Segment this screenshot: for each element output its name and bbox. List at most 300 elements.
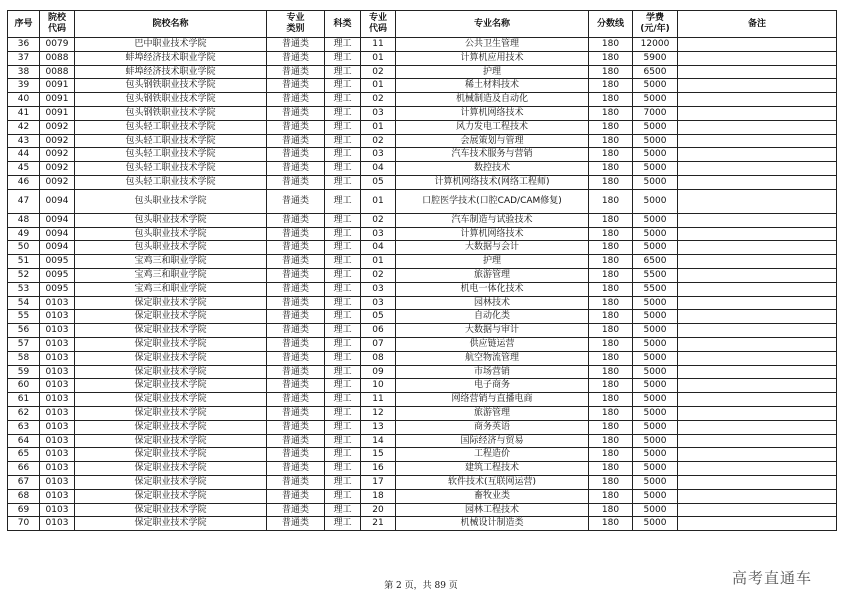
cell-major-category: 普通类 <box>267 134 325 148</box>
cell-school-code: 0103 <box>40 393 75 407</box>
cell-tuition: 5500 <box>633 268 678 282</box>
cell-major-code: 03 <box>361 106 396 120</box>
header-school-code: 院校 代码 <box>40 11 75 38</box>
cell-major-category: 普通类 <box>267 489 325 503</box>
cell-major-code: 11 <box>361 38 396 52</box>
header-school-name: 院校名称 <box>75 11 267 38</box>
cell-major-category: 普通类 <box>267 434 325 448</box>
cell-school-name: 保定职业技术学院 <box>75 351 267 365</box>
cell-school-name: 巴中职业技术学院 <box>75 38 267 52</box>
cell-major-code: 11 <box>361 393 396 407</box>
cell-index: 53 <box>8 282 40 296</box>
cell-major-name: 机械设计制造类 <box>396 517 589 531</box>
table-header-row <box>8 11 837 38</box>
cell-score-line: 180 <box>589 148 633 162</box>
cell-subject: 理工 <box>325 38 361 52</box>
table-row <box>8 241 837 255</box>
cell-school-name: 保定职业技术学院 <box>75 379 267 393</box>
cell-major-name: 园林技术 <box>396 296 589 310</box>
cell-tuition: 5000 <box>633 420 678 434</box>
cell-major-category: 普通类 <box>267 162 325 176</box>
cell-score-line: 180 <box>589 282 633 296</box>
cell-major-category: 普通类 <box>267 268 325 282</box>
cell-major-name: 电子商务 <box>396 379 589 393</box>
table-row <box>8 351 837 365</box>
cell-index: 37 <box>8 51 40 65</box>
table-row <box>8 51 837 65</box>
cell-tuition: 5900 <box>633 51 678 65</box>
cell-remarks <box>678 517 837 531</box>
cell-score-line: 180 <box>589 351 633 365</box>
table-row <box>8 93 837 107</box>
cell-tuition: 5000 <box>633 503 678 517</box>
cell-remarks <box>678 120 837 134</box>
cell-major-name: 工程造价 <box>396 448 589 462</box>
cell-remarks <box>678 420 837 434</box>
cell-score-line: 180 <box>589 38 633 52</box>
header-major-name: 专业名称 <box>396 11 589 38</box>
cell-score-line: 180 <box>589 268 633 282</box>
table-row <box>8 420 837 434</box>
cell-school-name: 包头职业技术学院 <box>75 241 267 255</box>
cell-remarks <box>678 324 837 338</box>
cell-school-code: 0094 <box>40 227 75 241</box>
cell-major-category: 普通类 <box>267 310 325 324</box>
cell-tuition: 6500 <box>633 65 678 79</box>
cell-tuition: 5000 <box>633 351 678 365</box>
cell-major-name: 计算机应用技术 <box>396 51 589 65</box>
cell-major-category: 普通类 <box>267 448 325 462</box>
cell-index: 47 <box>8 189 40 213</box>
cell-remarks <box>678 213 837 227</box>
admission-table <box>7 10 837 531</box>
cell-major-category: 普通类 <box>267 189 325 213</box>
cell-school-code: 0103 <box>40 517 75 531</box>
cell-school-name: 包头职业技术学院 <box>75 189 267 213</box>
cell-school-name: 包头职业技术学院 <box>75 213 267 227</box>
cell-index: 38 <box>8 65 40 79</box>
cell-major-category: 普通类 <box>267 379 325 393</box>
cell-major-code: 04 <box>361 241 396 255</box>
cell-subject: 理工 <box>325 106 361 120</box>
cell-tuition: 5000 <box>633 434 678 448</box>
cell-score-line: 180 <box>589 393 633 407</box>
cell-index: 43 <box>8 134 40 148</box>
cell-index: 39 <box>8 79 40 93</box>
cell-subject: 理工 <box>325 517 361 531</box>
cell-school-name: 包头轻工职业技术学院 <box>75 175 267 189</box>
cell-major-name: 建筑工程技术 <box>396 462 589 476</box>
table-row <box>8 175 837 189</box>
cell-tuition: 5000 <box>633 162 678 176</box>
cell-major-name: 汽车技术服务与营销 <box>396 148 589 162</box>
table-row <box>8 106 837 120</box>
table-row <box>8 448 837 462</box>
cell-major-code: 17 <box>361 475 396 489</box>
cell-subject: 理工 <box>325 379 361 393</box>
cell-major-code: 02 <box>361 65 396 79</box>
cell-remarks <box>678 448 837 462</box>
table-row <box>8 134 837 148</box>
cell-remarks <box>678 175 837 189</box>
cell-major-name: 护理 <box>396 65 589 79</box>
table-row <box>8 324 837 338</box>
cell-school-name: 宝鸡三和职业学院 <box>75 268 267 282</box>
cell-index: 42 <box>8 120 40 134</box>
cell-remarks <box>678 475 837 489</box>
cell-subject: 理工 <box>325 324 361 338</box>
cell-subject: 理工 <box>325 503 361 517</box>
cell-school-name: 包头轻工职业技术学院 <box>75 148 267 162</box>
page-footer: 第 2 页，共 89 页 <box>384 581 458 591</box>
cell-score-line: 180 <box>589 227 633 241</box>
cell-remarks <box>678 162 837 176</box>
table-row <box>8 227 837 241</box>
cell-major-category: 普通类 <box>267 296 325 310</box>
cell-index: 69 <box>8 503 40 517</box>
cell-school-code: 0103 <box>40 475 75 489</box>
cell-score-line: 180 <box>589 189 633 213</box>
cell-tuition: 5000 <box>633 241 678 255</box>
cell-school-name: 保定职业技术学院 <box>75 337 267 351</box>
cell-school-code: 0092 <box>40 148 75 162</box>
table-row <box>8 337 837 351</box>
cell-index: 36 <box>8 38 40 52</box>
cell-school-code: 0103 <box>40 448 75 462</box>
cell-index: 41 <box>8 106 40 120</box>
cell-major-category: 普通类 <box>267 38 325 52</box>
cell-remarks <box>678 134 837 148</box>
cell-subject: 理工 <box>325 448 361 462</box>
cell-school-code: 0103 <box>40 379 75 393</box>
cell-school-name: 保定职业技术学院 <box>75 393 267 407</box>
cell-major-category: 普通类 <box>267 51 325 65</box>
cell-remarks <box>678 241 837 255</box>
cell-index: 51 <box>8 255 40 269</box>
cell-major-name: 供应链运营 <box>396 337 589 351</box>
cell-major-category: 普通类 <box>267 93 325 107</box>
cell-major-category: 普通类 <box>267 337 325 351</box>
cell-school-name: 包头钢铁职业技术学院 <box>75 106 267 120</box>
cell-subject: 理工 <box>325 489 361 503</box>
cell-school-code: 0103 <box>40 420 75 434</box>
cell-major-category: 普通类 <box>267 475 325 489</box>
cell-school-code: 0091 <box>40 93 75 107</box>
cell-score-line: 180 <box>589 162 633 176</box>
cell-remarks <box>678 434 837 448</box>
cell-remarks <box>678 65 837 79</box>
header-major-code: 专业 代码 <box>361 11 396 38</box>
cell-subject: 理工 <box>325 351 361 365</box>
cell-index: 63 <box>8 420 40 434</box>
cell-index: 65 <box>8 448 40 462</box>
cell-major-name: 自动化类 <box>396 310 589 324</box>
cell-subject: 理工 <box>325 462 361 476</box>
cell-remarks <box>678 379 837 393</box>
cell-subject: 理工 <box>325 120 361 134</box>
cell-remarks <box>678 393 837 407</box>
cell-score-line: 180 <box>589 296 633 310</box>
cell-school-code: 0103 <box>40 324 75 338</box>
cell-school-name: 保定职业技术学院 <box>75 324 267 338</box>
cell-major-name: 大数据与会计 <box>396 241 589 255</box>
cell-score-line: 180 <box>589 420 633 434</box>
cell-school-code: 0095 <box>40 255 75 269</box>
cell-major-category: 普通类 <box>267 175 325 189</box>
cell-school-code: 0103 <box>40 503 75 517</box>
cell-score-line: 180 <box>589 489 633 503</box>
cell-tuition: 5000 <box>633 517 678 531</box>
cell-remarks <box>678 255 837 269</box>
cell-remarks <box>678 38 837 52</box>
cell-index: 54 <box>8 296 40 310</box>
cell-major-name: 计算机网络技术 <box>396 227 589 241</box>
cell-school-name: 保定职业技术学院 <box>75 503 267 517</box>
cell-school-code: 0094 <box>40 213 75 227</box>
cell-subject: 理工 <box>325 434 361 448</box>
cell-school-code: 0079 <box>40 38 75 52</box>
cell-score-line: 180 <box>589 448 633 462</box>
cell-tuition: 5000 <box>633 310 678 324</box>
cell-remarks <box>678 296 837 310</box>
cell-major-code: 05 <box>361 310 396 324</box>
header-index: 序号 <box>8 11 40 38</box>
cell-index: 57 <box>8 337 40 351</box>
cell-major-code: 01 <box>361 120 396 134</box>
cell-major-name: 旅游管理 <box>396 268 589 282</box>
cell-tuition: 5000 <box>633 93 678 107</box>
cell-school-code: 0095 <box>40 268 75 282</box>
cell-score-line: 180 <box>589 517 633 531</box>
header-tuition: 学费 (元/年) <box>633 11 678 38</box>
table-row <box>8 65 837 79</box>
cell-school-code: 0094 <box>40 189 75 213</box>
cell-school-code: 0103 <box>40 365 75 379</box>
cell-remarks <box>678 227 837 241</box>
cell-major-name: 计算机网络技术 <box>396 106 589 120</box>
cell-subject: 理工 <box>325 393 361 407</box>
table-row <box>8 255 837 269</box>
cell-school-code: 0103 <box>40 310 75 324</box>
cell-subject: 理工 <box>325 255 361 269</box>
cell-tuition: 5000 <box>633 379 678 393</box>
cell-school-name: 保定职业技术学院 <box>75 296 267 310</box>
cell-major-category: 普通类 <box>267 241 325 255</box>
cell-tuition: 5000 <box>633 462 678 476</box>
cell-major-name: 网络营销与直播电商 <box>396 393 589 407</box>
cell-tuition: 5000 <box>633 475 678 489</box>
cell-tuition: 5000 <box>633 148 678 162</box>
cell-major-code: 06 <box>361 324 396 338</box>
cell-major-name: 数控技术 <box>396 162 589 176</box>
cell-school-name: 保定职业技术学院 <box>75 489 267 503</box>
cell-index: 60 <box>8 379 40 393</box>
cell-subject: 理工 <box>325 93 361 107</box>
cell-index: 50 <box>8 241 40 255</box>
cell-major-code: 02 <box>361 134 396 148</box>
cell-school-name: 保定职业技术学院 <box>75 475 267 489</box>
cell-school-code: 0103 <box>40 434 75 448</box>
table-row <box>8 296 837 310</box>
cell-major-code: 02 <box>361 268 396 282</box>
cell-score-line: 180 <box>589 120 633 134</box>
table-row <box>8 148 837 162</box>
cell-school-code: 0088 <box>40 65 75 79</box>
header-score-line: 分数线 <box>589 11 633 38</box>
cell-major-name: 公共卫生管理 <box>396 38 589 52</box>
cell-school-code: 0103 <box>40 462 75 476</box>
table-row <box>8 268 837 282</box>
cell-subject: 理工 <box>325 296 361 310</box>
cell-major-code: 03 <box>361 148 396 162</box>
cell-index: 59 <box>8 365 40 379</box>
table-row <box>8 434 837 448</box>
cell-index: 46 <box>8 175 40 189</box>
cell-school-name: 蚌埠经济技术职业学院 <box>75 51 267 65</box>
cell-school-name: 包头职业技术学院 <box>75 227 267 241</box>
cell-major-name: 旅游管理 <box>396 406 589 420</box>
cell-score-line: 180 <box>589 213 633 227</box>
cell-tuition: 5000 <box>633 189 678 213</box>
cell-subject: 理工 <box>325 420 361 434</box>
cell-school-name: 包头钢铁职业技术学院 <box>75 93 267 107</box>
cell-major-name: 会展策划与管理 <box>396 134 589 148</box>
cell-major-code: 02 <box>361 213 396 227</box>
cell-major-name: 国际经济与贸易 <box>396 434 589 448</box>
cell-index: 56 <box>8 324 40 338</box>
cell-major-name: 软件技术(互联网运营) <box>396 475 589 489</box>
cell-major-code: 09 <box>361 365 396 379</box>
cell-major-code: 16 <box>361 462 396 476</box>
cell-major-category: 普通类 <box>267 365 325 379</box>
cell-index: 49 <box>8 227 40 241</box>
cell-subject: 理工 <box>325 175 361 189</box>
cell-remarks <box>678 462 837 476</box>
cell-subject: 理工 <box>325 406 361 420</box>
cell-major-category: 普通类 <box>267 148 325 162</box>
cell-major-category: 普通类 <box>267 65 325 79</box>
cell-subject: 理工 <box>325 148 361 162</box>
table-row <box>8 189 837 213</box>
cell-subject: 理工 <box>325 475 361 489</box>
cell-remarks <box>678 489 837 503</box>
cell-tuition: 5000 <box>633 448 678 462</box>
table-row <box>8 310 837 324</box>
cell-major-category: 普通类 <box>267 282 325 296</box>
cell-tuition: 5000 <box>633 393 678 407</box>
table-row <box>8 282 837 296</box>
cell-school-code: 0103 <box>40 296 75 310</box>
cell-major-code: 08 <box>361 351 396 365</box>
cell-school-code: 0088 <box>40 51 75 65</box>
cell-major-name: 汽车制造与试验技术 <box>396 213 589 227</box>
table-row <box>8 79 837 93</box>
cell-index: 61 <box>8 393 40 407</box>
cell-tuition: 5000 <box>633 134 678 148</box>
cell-major-category: 普通类 <box>267 517 325 531</box>
cell-major-name: 大数据与审计 <box>396 324 589 338</box>
cell-major-code: 14 <box>361 434 396 448</box>
cell-index: 44 <box>8 148 40 162</box>
cell-school-code: 0103 <box>40 351 75 365</box>
cell-school-code: 0091 <box>40 79 75 93</box>
cell-school-code: 0095 <box>40 282 75 296</box>
cell-major-category: 普通类 <box>267 351 325 365</box>
cell-tuition: 6500 <box>633 255 678 269</box>
cell-subject: 理工 <box>325 162 361 176</box>
cell-remarks <box>678 282 837 296</box>
cell-score-line: 180 <box>589 79 633 93</box>
cell-subject: 理工 <box>325 79 361 93</box>
cell-major-category: 普通类 <box>267 106 325 120</box>
cell-major-code: 01 <box>361 255 396 269</box>
cell-school-code: 0103 <box>40 489 75 503</box>
cell-remarks <box>678 351 837 365</box>
cell-school-code: 0092 <box>40 175 75 189</box>
table-row <box>8 379 837 393</box>
cell-score-line: 180 <box>589 93 633 107</box>
cell-school-code: 0091 <box>40 106 75 120</box>
cell-major-name: 航空物流管理 <box>396 351 589 365</box>
cell-school-code: 0092 <box>40 120 75 134</box>
cell-major-name: 机械制造及自动化 <box>396 93 589 107</box>
cell-tuition: 5000 <box>633 213 678 227</box>
cell-tuition: 12000 <box>633 38 678 52</box>
table-row <box>8 38 837 52</box>
cell-major-category: 普通类 <box>267 503 325 517</box>
cell-major-category: 普通类 <box>267 406 325 420</box>
cell-subject: 理工 <box>325 213 361 227</box>
cell-subject: 理工 <box>325 241 361 255</box>
table-row <box>8 462 837 476</box>
cell-major-code: 10 <box>361 379 396 393</box>
cell-major-code: 12 <box>361 406 396 420</box>
cell-index: 66 <box>8 462 40 476</box>
cell-major-code: 05 <box>361 175 396 189</box>
cell-school-code: 0103 <box>40 406 75 420</box>
cell-major-name: 市场营销 <box>396 365 589 379</box>
cell-tuition: 5000 <box>633 489 678 503</box>
cell-score-line: 180 <box>589 255 633 269</box>
cell-remarks <box>678 93 837 107</box>
cell-score-line: 180 <box>589 51 633 65</box>
cell-remarks <box>678 51 837 65</box>
cell-remarks <box>678 365 837 379</box>
cell-school-code: 0092 <box>40 162 75 176</box>
cell-tuition: 5000 <box>633 337 678 351</box>
table-row <box>8 393 837 407</box>
cell-score-line: 180 <box>589 462 633 476</box>
cell-subject: 理工 <box>325 365 361 379</box>
cell-score-line: 180 <box>589 175 633 189</box>
cell-score-line: 180 <box>589 365 633 379</box>
cell-school-name: 保定职业技术学院 <box>75 448 267 462</box>
cell-major-name: 园林工程技术 <box>396 503 589 517</box>
cell-subject: 理工 <box>325 65 361 79</box>
cell-school-name: 宝鸡三和职业学院 <box>75 282 267 296</box>
cell-major-name: 护理 <box>396 255 589 269</box>
cell-major-code: 01 <box>361 189 396 213</box>
cell-tuition: 5000 <box>633 406 678 420</box>
cell-index: 70 <box>8 517 40 531</box>
cell-major-name: 口腔医学技术(口腔CAD/CAM修复) <box>396 189 589 213</box>
cell-major-code: 18 <box>361 489 396 503</box>
cell-major-category: 普通类 <box>267 420 325 434</box>
cell-school-name: 包头钢铁职业技术学院 <box>75 79 267 93</box>
cell-school-name: 包头轻工职业技术学院 <box>75 162 267 176</box>
cell-tuition: 5000 <box>633 296 678 310</box>
cell-index: 45 <box>8 162 40 176</box>
